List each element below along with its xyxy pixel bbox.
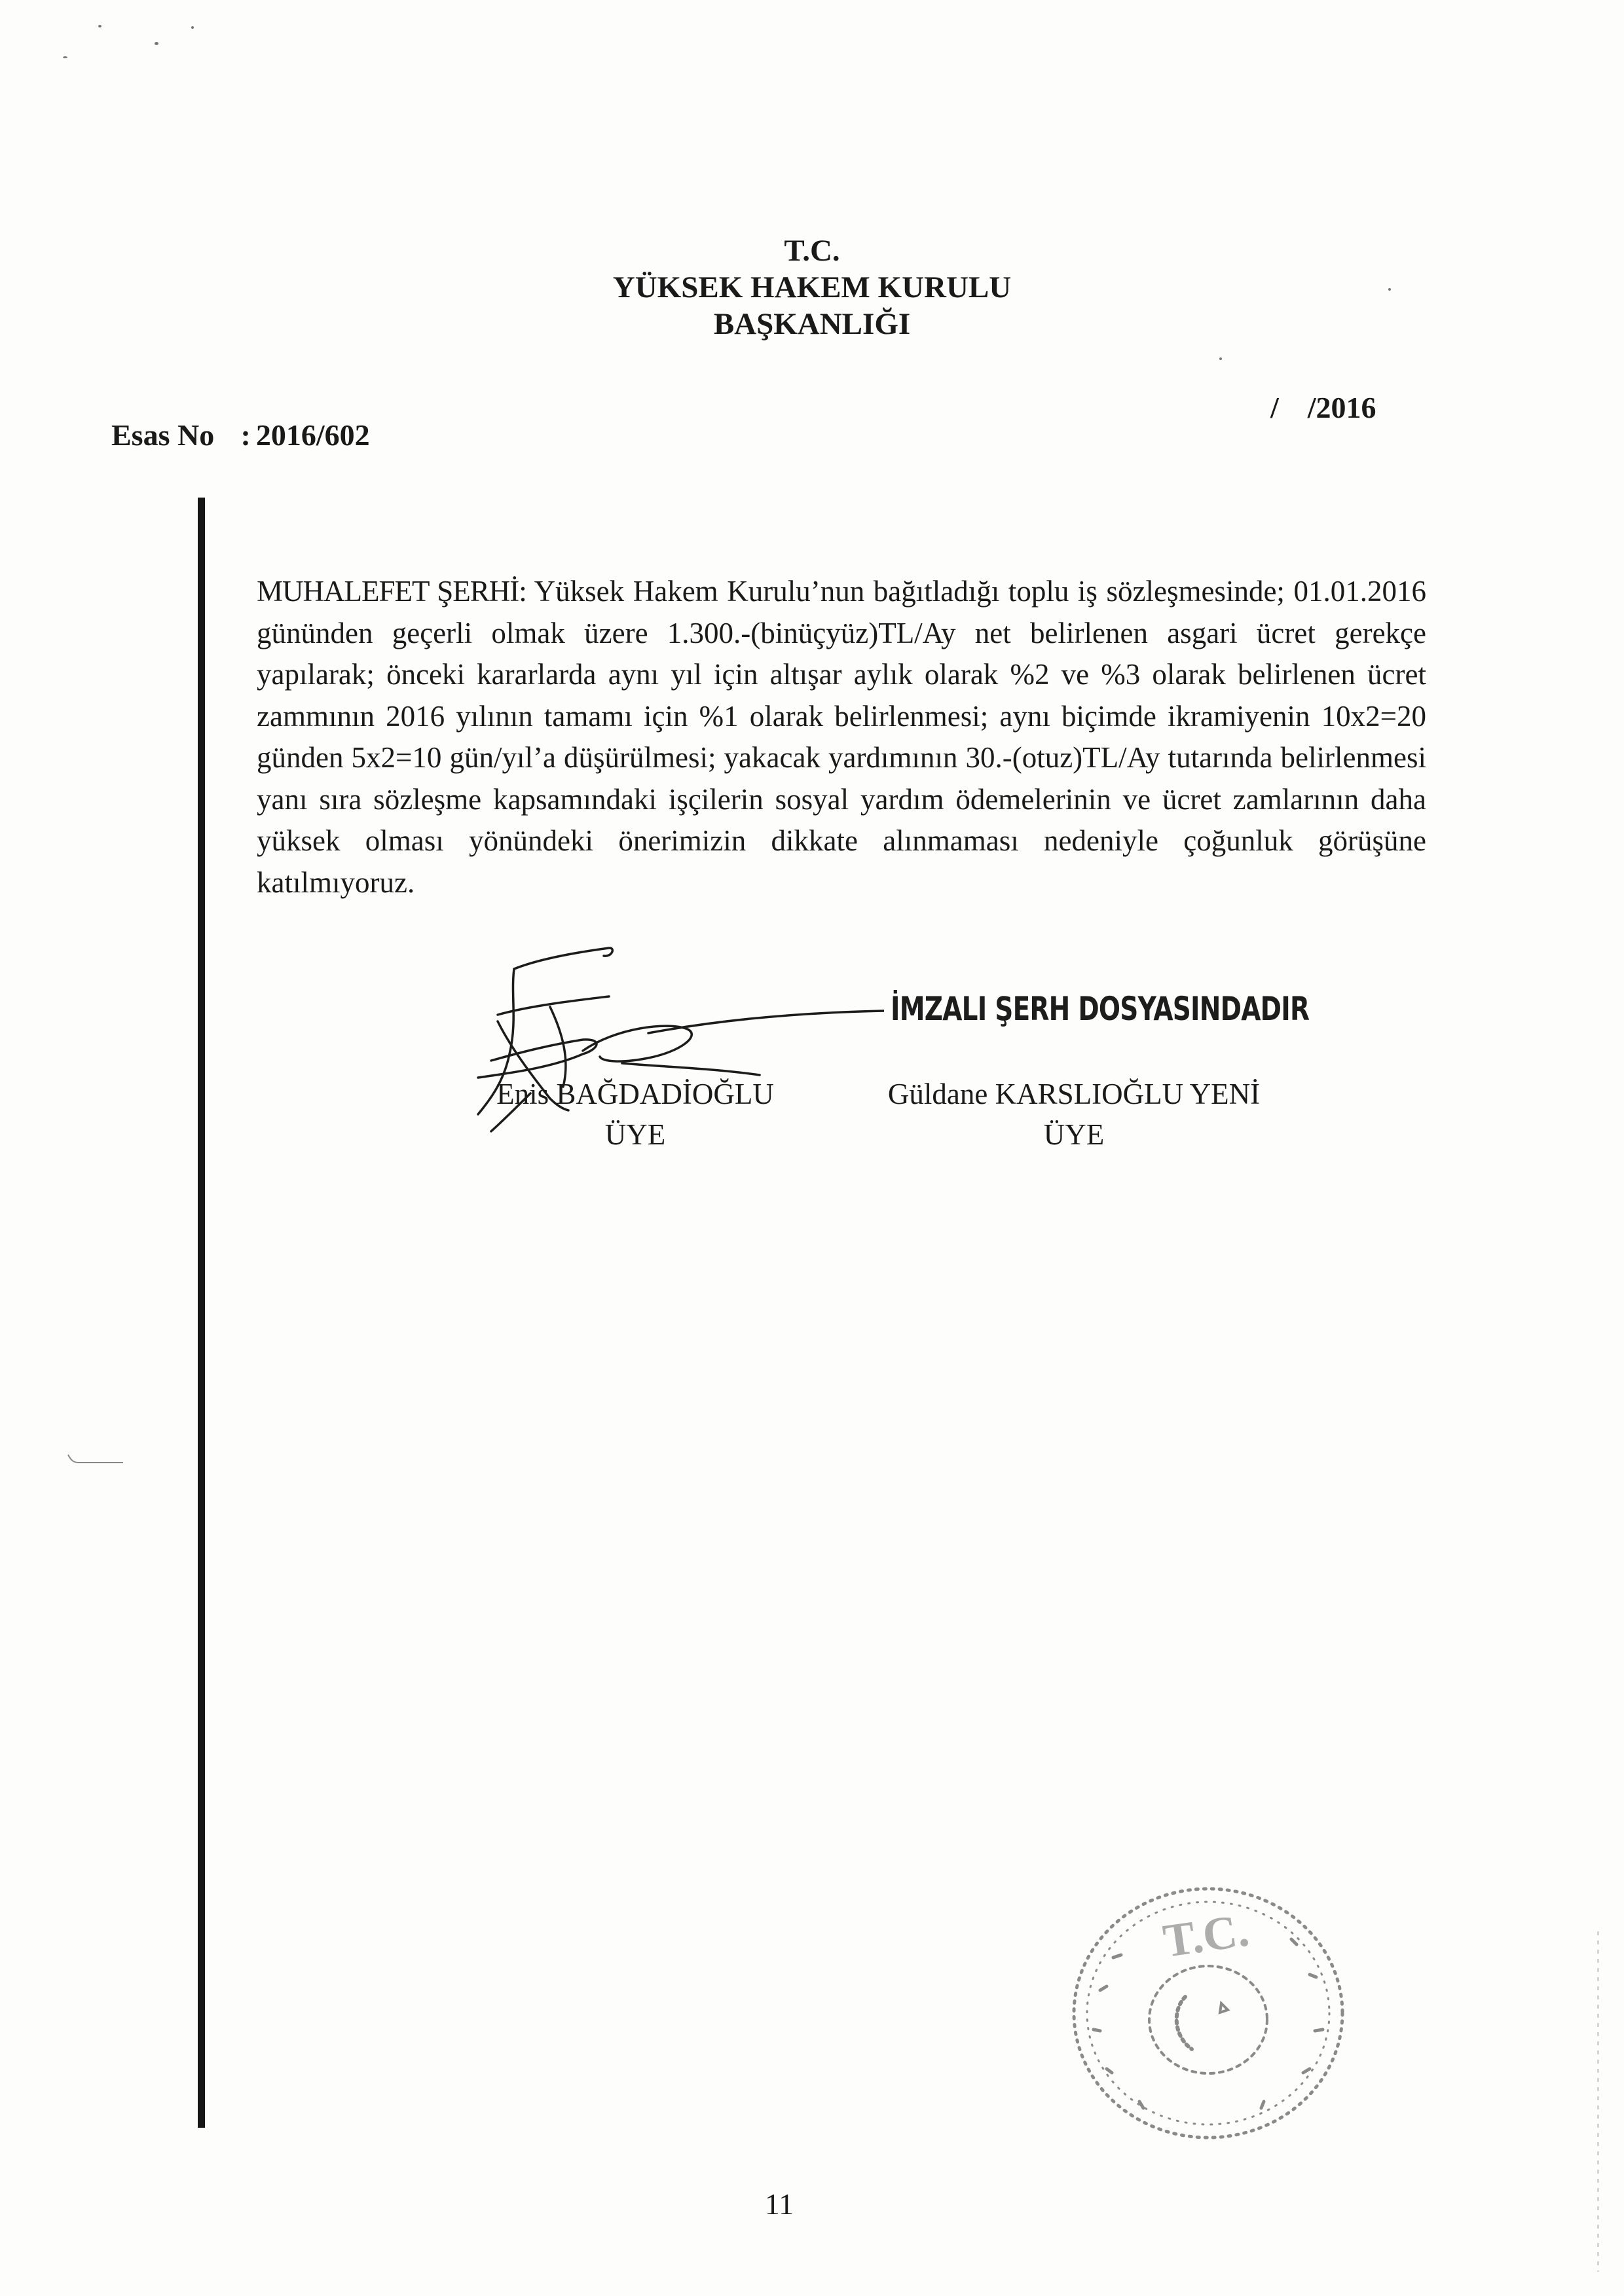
scan-speck [155,42,158,45]
page-number: 11 [764,2187,794,2221]
scan-edge-artifact [1597,1931,1599,2272]
case-number-line [111,418,370,452]
signed-dissent-stamp: İMZALI ŞERH DOSYASINDADIR [891,990,1310,1028]
margin-rule [198,498,205,2128]
date-slash: / [1270,391,1279,424]
header-country: T.C. [784,234,840,268]
signatory-name: Enis BAĞDADİOĞLU [496,1078,774,1110]
official-seal-icon [1054,1872,1356,2154]
signatory-member-2 [851,1074,1297,1155]
case-number-colon: : [240,418,251,452]
seal-text: T.C. [1160,1903,1252,1967]
case-number-value: 2016/602 [255,418,370,452]
date-year: /2016 [1307,391,1376,424]
scan-speck [98,25,101,27]
dissent-label: MUHALEFET ŞERHİ: [257,575,526,608]
margin-mark-icon [65,1452,124,1468]
signatory-role: ÜYE [1043,1118,1105,1151]
scan-speck [191,26,194,29]
signatory-role: ÜYE [604,1118,666,1151]
signatory-name: Güldane KARSLIOĞLU YENİ [887,1078,1261,1110]
scan-speck [1219,357,1222,360]
case-number-label: Esas No [111,418,215,452]
dissent-text: Yüksek Hakem Kurulu’nun bağıtladığı toplu iş sözleşmesinde; 01.01.2016 gününden geçerli olmak üzere 1.300.-(binüçyüz)TL/Ay net belirlenen asgari ücret gerekçe yapılarak; önceki kararlarda aynı yıl için altışar aylık olarak %2 ve %3 olarak belirlenen ücret zammının 2016 yılının tamamı için %1 olarak belirlenmesi; aynı biçimde ikramiyenin 10x2=20 günden 5x2=10 gün/yıl’a düşürülmesi; yakacak yardımının 30.-(otuz)TL/Ay tutarında belirlenmesi yanı sıra sözleşme kapsamındaki işçilerin sosyal yardım ödemelerinin ve ücret zamlarının daha yüksek olması yönündeki önerimizin dikkate alınmaması nedeniyle çoğunluk görüşüne katılmıyoruz. [257,575,1426,899]
scan-speck [63,56,67,58]
dissent-body [257,571,1426,903]
decision-date [1270,390,1376,425]
header-institution: YÜKSEK HAKEM KURULU [612,270,1012,304]
document-header [0,232,1624,342]
signatory-member-1 [439,1074,832,1155]
header-department: BAŞKANLIĞI [713,307,911,341]
